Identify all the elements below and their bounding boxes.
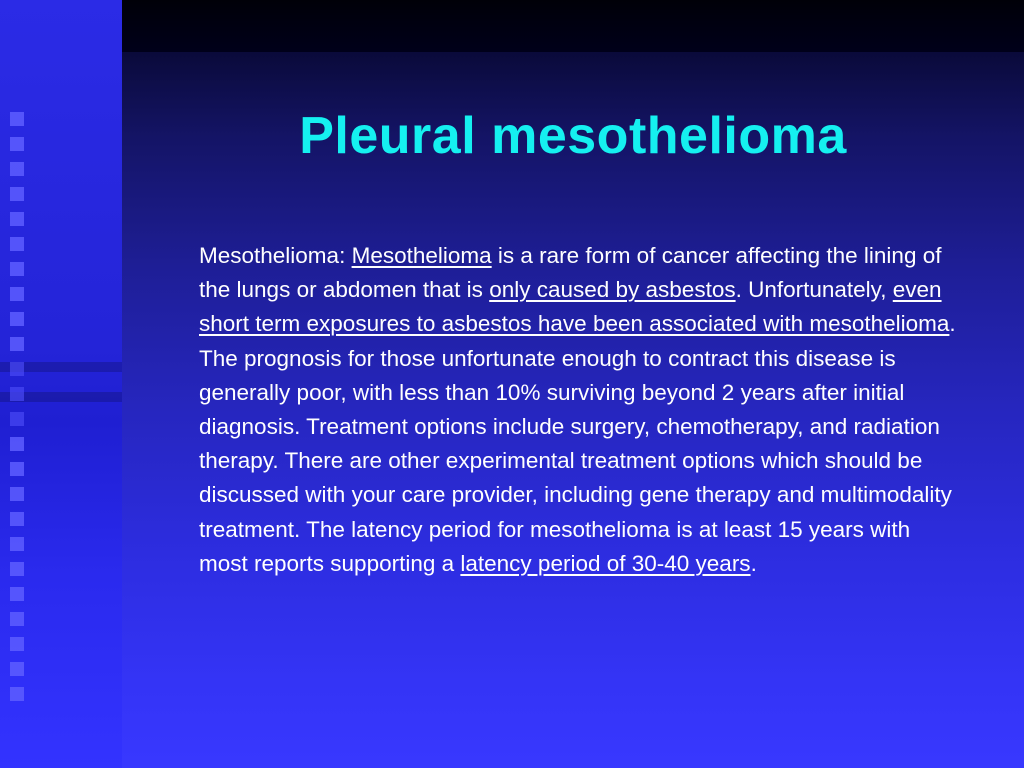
decorative-square bbox=[10, 537, 24, 551]
mesothelioma-link[interactable]: Mesothelioma bbox=[351, 243, 492, 268]
decorative-square bbox=[10, 412, 24, 426]
decorative-square bbox=[10, 137, 24, 151]
decorative-square bbox=[10, 512, 24, 526]
decorative-square bbox=[10, 387, 24, 401]
decorative-square bbox=[10, 262, 24, 276]
body-text-segment: . Unfortunately, bbox=[735, 277, 893, 303]
slide-content bbox=[122, 52, 1024, 768]
body-text-segment: is a rare form of cancer affecting the lining of the lungs or abdomen that is bbox=[199, 243, 942, 303]
slide-body-text bbox=[199, 239, 959, 581]
decorative-square bbox=[10, 187, 24, 201]
decorative-square bbox=[10, 162, 24, 176]
decorative-square bbox=[10, 662, 24, 676]
decorative-square bbox=[10, 612, 24, 626]
decorative-square bbox=[10, 212, 24, 226]
decorative-square bbox=[10, 237, 24, 251]
body-text-segment: . bbox=[750, 550, 757, 576]
asbestos-cause-link[interactable]: only caused by asbestos bbox=[489, 277, 736, 303]
decorative-sidebar bbox=[0, 0, 122, 768]
decorative-square bbox=[10, 687, 24, 701]
body-text-segment: . The prognosis for those unfortunate enough to contract this disease is generally poor, with less than 10% surviving beyond 2 years after initial diagnosis. Treatment options include surgery, chemotherapy, and radiation therapy. There are other experimental treatment options which should be discussed with your care provider, including gene therapy and multimodality treatment. The latency period for mesothelioma is at least 15 years with most reports supporting a bbox=[199, 311, 956, 576]
decorative-square bbox=[10, 362, 24, 376]
latency-period-link[interactable]: latency period of 30-40 years bbox=[460, 550, 751, 576]
sidebar-square-column bbox=[0, 112, 34, 712]
decorative-square bbox=[10, 637, 24, 651]
decorative-square bbox=[10, 337, 24, 351]
slide-title: Pleural mesothelioma bbox=[299, 107, 847, 165]
decorative-square bbox=[10, 587, 24, 601]
top-band bbox=[122, 0, 1024, 52]
decorative-square bbox=[10, 437, 24, 451]
decorative-square bbox=[10, 462, 24, 476]
decorative-square bbox=[10, 487, 24, 501]
short-term-exposure-link[interactable]: even short term exposures to asbestos have been associated with mesothelioma bbox=[199, 277, 950, 337]
decorative-square bbox=[10, 562, 24, 576]
decorative-square bbox=[10, 287, 24, 301]
body-text-segment: Mesothelioma: bbox=[199, 243, 352, 268]
decorative-square bbox=[10, 112, 24, 126]
decorative-square bbox=[10, 312, 24, 326]
